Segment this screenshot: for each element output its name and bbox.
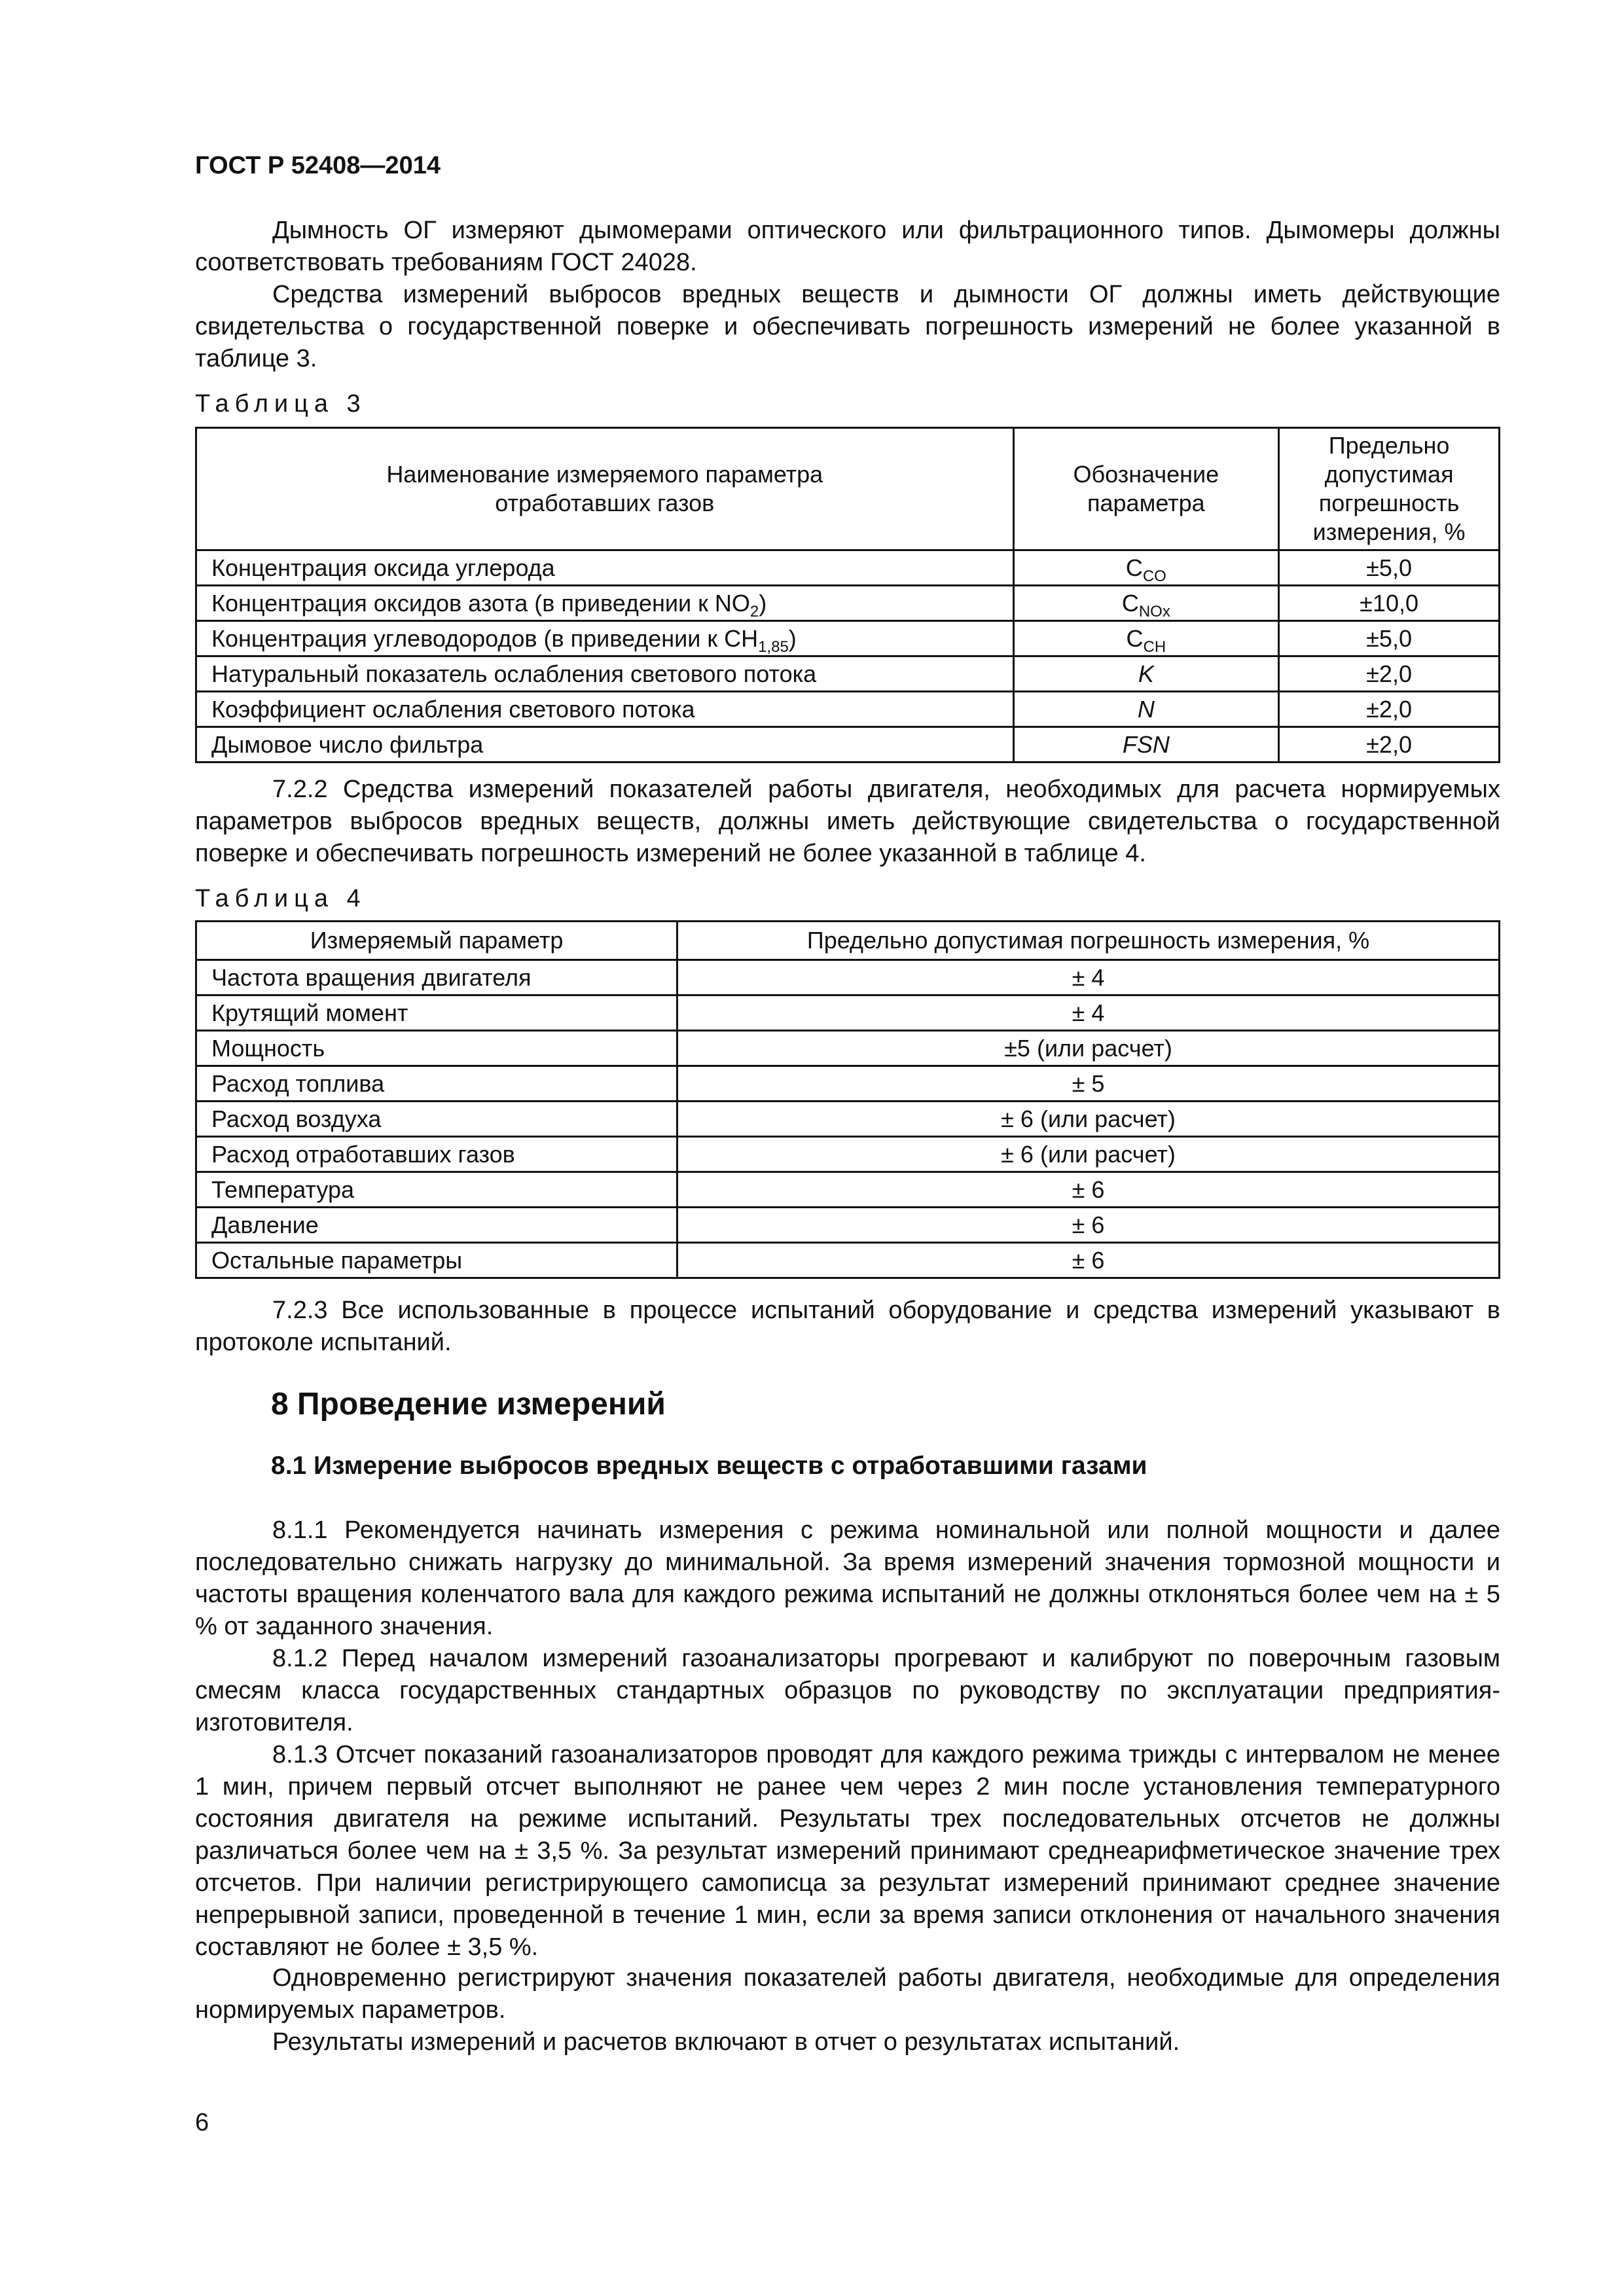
table3-header-name-line1: Наименование измеряемого параметра xyxy=(386,461,823,488)
symbol-subscript: CO xyxy=(1142,567,1166,585)
table4-cell-error: ± 4 xyxy=(677,960,1500,996)
symbol-subscript: CH xyxy=(1143,638,1166,656)
table4-cell-error: ± 5 xyxy=(677,1066,1500,1102)
paragraph-7-2-2: 7.2.2 Средства измерений показателей работы двигателя, необходимых для расчета нормируемых параметров выбросов вредных веществ, должны иметь действующие свидетельства о государственной поверке и обеспечивать погрешность измерений не более указанной в таблице 4. xyxy=(195,776,1500,867)
table-row xyxy=(196,1208,1500,1243)
table3-cell-error: ±2,0 xyxy=(1279,692,1500,727)
table3-header-row xyxy=(196,428,1500,550)
table3-cell-error: ±2,0 xyxy=(1279,727,1500,762)
table3-header-error xyxy=(1279,428,1500,550)
table4-cell-error: ± 6 (или расчет) xyxy=(677,1102,1500,1137)
page-number: 6 xyxy=(195,2109,209,2136)
table3-cell-symbol: N xyxy=(1013,692,1279,727)
table4-cell-error: ± 6 (или расчет) xyxy=(677,1137,1500,1172)
table4-cell-error: ± 4 xyxy=(677,996,1500,1031)
table-row xyxy=(196,550,1500,586)
paragraph-verification: Средства измерений выбросов вредных веществ и дымности ОГ должны иметь действующие свидетельства о государственной поверке и обеспечивать погрешность измерений не более указанной в таблице 3. xyxy=(195,281,1500,372)
table-4 xyxy=(195,920,1500,1279)
table3-cell-name: Концентрация оксида углерода xyxy=(196,550,1014,586)
paragraph-results: Результаты измерений и расчетов включают в отчет о результатах испытаний. xyxy=(272,2028,1180,2056)
symbol-base: C xyxy=(1126,625,1144,652)
table4-cell-error: ± 6 xyxy=(677,1172,1500,1208)
table4-cell-error: ± 6 xyxy=(677,1243,1500,1278)
table3-cell-error: ±10,0 xyxy=(1279,586,1500,621)
table3-cell-symbol: K xyxy=(1013,656,1279,692)
table4-header-param: Измеряемый параметр xyxy=(196,922,677,960)
table4-header-row xyxy=(196,922,1500,960)
document-header: ГОСТ Р 52408—2014 xyxy=(195,152,441,179)
table4-cell-error: ± 6 xyxy=(677,1208,1500,1243)
table-row xyxy=(196,621,1500,656)
symbol-subscript: NOx xyxy=(1138,603,1170,620)
table4-cell-param: Мощность xyxy=(196,1031,677,1066)
table3-header-error-line4: измерения, % xyxy=(1312,518,1466,545)
table3-header-error-line3: погрешность xyxy=(1318,490,1460,516)
table3-header-symbol-line2: параметра xyxy=(1087,490,1205,516)
table4-caption: Таблица 4 xyxy=(195,885,367,912)
table3-cell-symbol: FSN xyxy=(1013,727,1279,762)
paragraph-8-1-1: 8.1.1 Рекомендуется начинать измерения с режима номинальной или полной мощности и далее последовательно снижать нагрузку до минимальной. За время измерений значения тормозной мощности и частоты вращения коленчатого вала для каждого режима испытаний не должны отклоняться более чем на ± 5 % от заданного значения. xyxy=(195,1516,1500,1640)
table3-header-name xyxy=(196,428,1014,550)
table-row xyxy=(196,1172,1500,1208)
table4-cell-param: Остальные параметры xyxy=(196,1243,677,1278)
name-text-end: ) xyxy=(788,625,797,652)
name-subscript: 2 xyxy=(749,603,759,620)
section-8-1-title: 8.1 Измерение выбросов вредных веществ с отработавшими газами xyxy=(271,1452,1147,1480)
table4-cell-param: Температура xyxy=(196,1172,677,1208)
table4-cell-error: ±5 (или расчет) xyxy=(677,1031,1500,1066)
table3-cell-name xyxy=(196,621,1014,656)
table-row xyxy=(196,996,1500,1031)
table3-cell-symbol xyxy=(1013,550,1279,586)
table3-cell-error: ±2,0 xyxy=(1279,656,1500,692)
table4-cell-param: Частота вращения двигателя xyxy=(196,960,677,996)
table4-header-error: Предельно допустимая погрешность измерения, % xyxy=(677,922,1500,960)
table3-header-error-line2: допустимая xyxy=(1324,461,1454,488)
paragraph-simultaneous: Одновременно регистрируют значения показателей работы двигателя, необходимые для определения нормируемых параметров. xyxy=(195,1964,1500,2024)
table4-cell-param: Расход отработавших газов xyxy=(196,1137,677,1172)
table-row xyxy=(196,727,1500,762)
table-3 xyxy=(195,427,1500,763)
table-row xyxy=(196,692,1500,727)
paragraph-smoke-meters: Дымность ОГ измеряют дымомерами оптического или фильтрационного типов. Дымомеры должны соответствовать требованиям ГОСТ 24028. xyxy=(195,217,1500,276)
table-row xyxy=(196,960,1500,996)
table-row xyxy=(196,586,1500,621)
paragraph-7-2-3: 7.2.3 Все использованные в процессе испытаний оборудование и средства измерений указывают в протоколе испытаний. xyxy=(195,1297,1500,1356)
table-row xyxy=(196,1031,1500,1066)
table-row xyxy=(196,1066,1500,1102)
table3-cell-symbol xyxy=(1013,586,1279,621)
table3-cell-symbol xyxy=(1013,621,1279,656)
table3-caption: Таблица 3 xyxy=(195,390,367,418)
table3-header-name-line2: отработавших газов xyxy=(495,490,715,516)
table3-header-symbol xyxy=(1013,428,1279,550)
table3-cell-name: Дымовое число фильтра xyxy=(196,727,1014,762)
name-text: Концентрация оксидов азота (в приведении к NO xyxy=(211,590,750,617)
symbol-base: C xyxy=(1125,554,1143,581)
name-text: Концентрация углеводородов (в приведении к CH xyxy=(211,625,759,652)
table3-header-symbol-line1: Обозначение xyxy=(1073,461,1219,488)
name-text-end: ) xyxy=(759,590,767,617)
table-row xyxy=(196,1243,1500,1278)
table3-cell-name: Коэффициент ослабления светового потока xyxy=(196,692,1014,727)
table4-cell-param: Расход воздуха xyxy=(196,1102,677,1137)
name-subscript: 1,85 xyxy=(758,638,789,656)
paragraph-8-1-2: 8.1.2 Перед началом измерений газоанализаторы прогревают и калибруют по поверочным газовым смесям класса государственных стандартных образцов по руководству по эксплуатации предприятия-изготовителя. xyxy=(195,1645,1500,1736)
table-row xyxy=(196,656,1500,692)
table3-cell-name xyxy=(196,586,1014,621)
symbol-base: C xyxy=(1121,590,1139,617)
paragraph-8-1-3: 8.1.3 Отсчет показаний газоанализаторов проводят для каждого режима трижды с интервалом не менее 1 мин, причем первый отсчет выполняют не ранее чем через 2 мин после установления температурного состояния двигателя на режиме испытаний. Результаты трех последовательных отсчетов не должны различаться более чем на ± 3,5 %. За результат измерений принимают среднеарифметическое значение трех отсчетов. При наличии регистрирующего самописца за результат измерений принимают среднее значение непрерывной записи, проведенной в течение 1 мин, если за время записи отклонения от начального значения составляют не более ± 3,5 %. xyxy=(195,1741,1500,1961)
table4-cell-param: Давление xyxy=(196,1208,677,1243)
table4-cell-param: Расход топлива xyxy=(196,1066,677,1102)
table-row xyxy=(196,1137,1500,1172)
table3-cell-name: Натуральный показатель ослабления светового потока xyxy=(196,656,1014,692)
table-row xyxy=(196,1102,1500,1137)
table3-cell-error: ±5,0 xyxy=(1279,621,1500,656)
table3-header-error-line1: Предельно xyxy=(1328,432,1450,459)
table3-cell-error: ±5,0 xyxy=(1279,550,1500,586)
table4-cell-param: Крутящий момент xyxy=(196,996,677,1031)
section-8-title: 8 Проведение измерений xyxy=(271,1387,666,1422)
